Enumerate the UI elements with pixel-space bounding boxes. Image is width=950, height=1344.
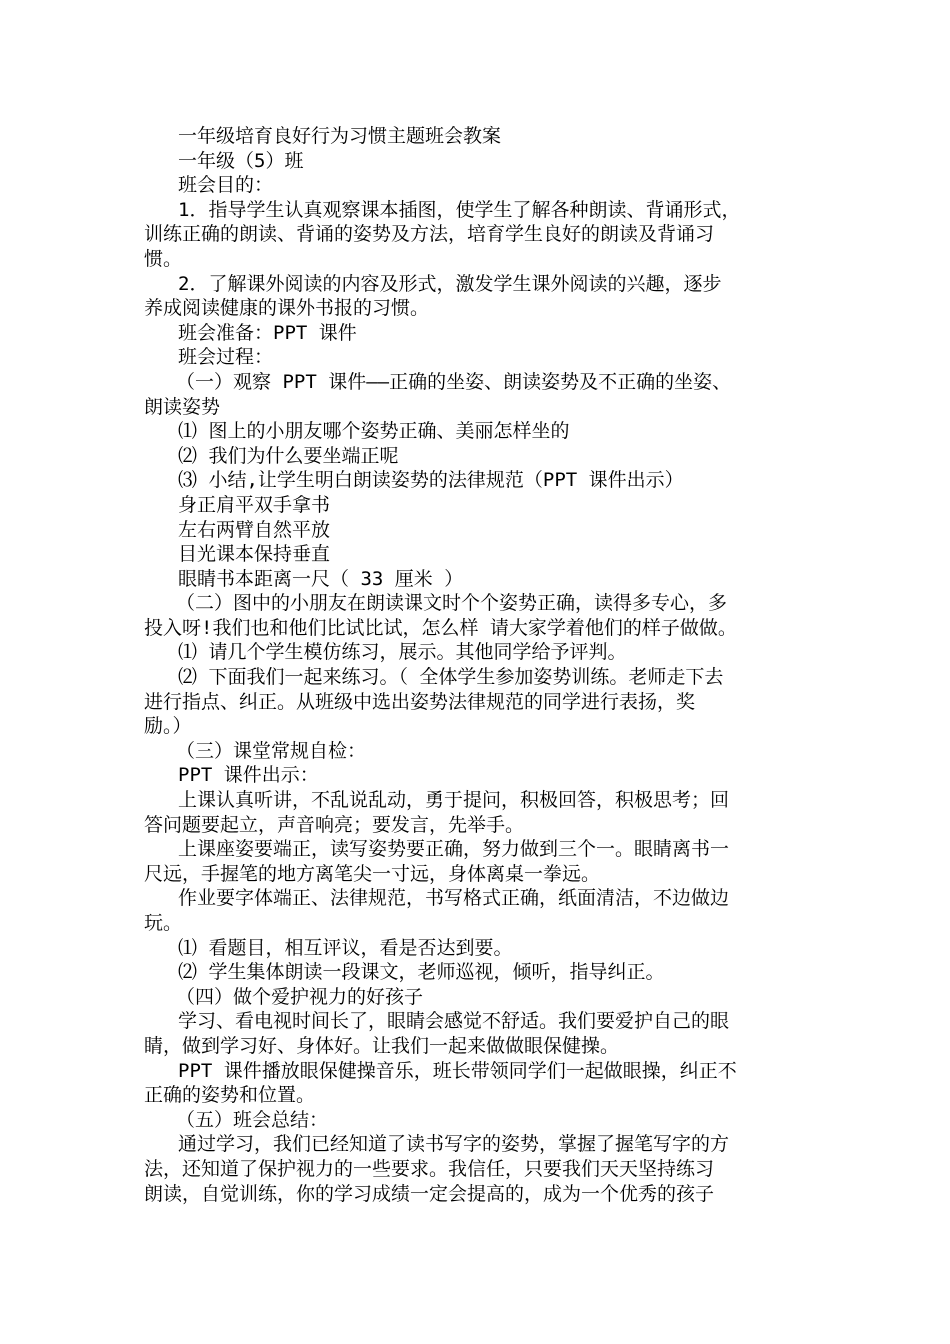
document-body [144, 124, 810, 1206]
text-line: （四）做个爱护视力的好孩子 [176, 985, 424, 1008]
text-line: 训练正确的朗读、背诵的姿势及方法，培育学生良好的朗读及背诵习 [144, 223, 715, 246]
text-line: 眼睛书本距离一尺（ 33 厘米 ） [178, 567, 464, 590]
text-line: ⑶ 小结,让学生明白朗读姿势的法律规范（PPT 课件出示） [178, 469, 684, 492]
text-line: 玩。 [144, 912, 183, 934]
text-line: 通过学习，我们已经知道了读书写字的姿势，掌握了握笔写字的方 [178, 1133, 730, 1156]
text-line: ⑴ 看题目，相互评议，看是否达到要。 [178, 936, 513, 959]
text-line: 目光课本保持垂直 [178, 543, 331, 566]
text-line: ⑵ 学生集体朗读一段课文，老师巡视，倾听，指导纠正。 [178, 961, 665, 984]
text-line: （三）课堂常规自检： [176, 739, 367, 762]
text-line: 1．指导学生认真观察课本插图，使学生了解各种朗读、背诵形式， [178, 198, 741, 221]
text-line: 作业要字体端正、法律规范，书写格式正确，纸面清洁，不边做边 [178, 887, 730, 910]
text-line: （五）班会总结： [176, 1108, 329, 1131]
text-line: PPT 课件播放眼保健操音乐，班长带领同学们一起做眼操，纠正不 [178, 1059, 737, 1082]
text-line: 励。） [144, 715, 192, 738]
text-line: 身正肩平双手拿书 [178, 493, 331, 516]
text-line: 上课认真听讲，不乱说乱动，勇于提问，积极回答，积极思考；回 [178, 789, 730, 812]
text-line: ⑴ 图上的小朋友哪个姿势正确、美丽怎样坐的 [178, 420, 570, 443]
text-line: ⑵ 我们为什么要坐端正呢 [178, 444, 399, 467]
text-line: 班会准备：PPT 课件 [178, 321, 357, 344]
text-line: 上课座姿要端正，读写姿势要正确，努力做到三个一。眼睛离书一 [178, 838, 730, 861]
text-line: 班会过程： [178, 346, 274, 369]
text-line: 进行指点、纠正。从班级中选出姿势法律规范的同学进行表扬，奖 [144, 690, 696, 713]
text-line: （二）图中的小朋友在朗读课文时个个姿势正确，读得多专心，多 [176, 592, 728, 615]
text-line: （一）观察 PPT 课件——正确的坐姿、朗读姿势及不正确的坐姿、 [176, 370, 732, 393]
text-line: 投入呀!我们也和他们比试比试，怎么样 请大家学着他们的样子做做。 [144, 616, 737, 639]
text-line: 答问题要起立，声音响亮；要发言，先举手。 [144, 813, 525, 836]
text-line: 正确的姿势和位置。 [144, 1084, 316, 1107]
text-line: 一年级培育良好行为习惯主题班会教案 [178, 125, 502, 147]
text-line: 法，还知道了保护视力的一些要求。我信任，只要我们天天坚持练习 [144, 1157, 715, 1180]
text-line: 朗读，自觉训练，你的学习成绩一定会提高的，成为一个优秀的孩子 [144, 1182, 715, 1205]
text-line: ⑴ 请几个学生模仿练习，展示。其他同学给予评判。 [178, 641, 627, 664]
text-line: 养成阅读健康的课外书报的习惯。 [144, 297, 430, 320]
text-line: 朗读姿势 [144, 395, 221, 418]
text-line: 一年级（5）班 [178, 149, 304, 172]
text-line: 惯。 [144, 247, 183, 270]
text-line: 2．了解课外阅读的内容及形式，激发学生课外阅读的兴趣，逐步 [178, 272, 722, 295]
text-line: ⑵ 下面我们一起来练习。（ 全体学生参加姿势训练。老师走下去 [178, 666, 724, 689]
text-line: 学习、看电视时间长了，眼睛会感觉不舒适。我们要爱护自己的眼 [178, 1010, 730, 1033]
text-line: PPT 课件出示： [178, 764, 319, 787]
text-line: 睛，做到学习好、身体好。让我们一起来做做眼保健操。 [144, 1034, 620, 1057]
text-line: 班会目的： [178, 174, 274, 197]
text-line: 尺远，手握笔的地方离笔尖一寸远，身体离桌一拳远。 [144, 862, 601, 885]
text-line: 左右两臂自然平放 [178, 518, 331, 541]
